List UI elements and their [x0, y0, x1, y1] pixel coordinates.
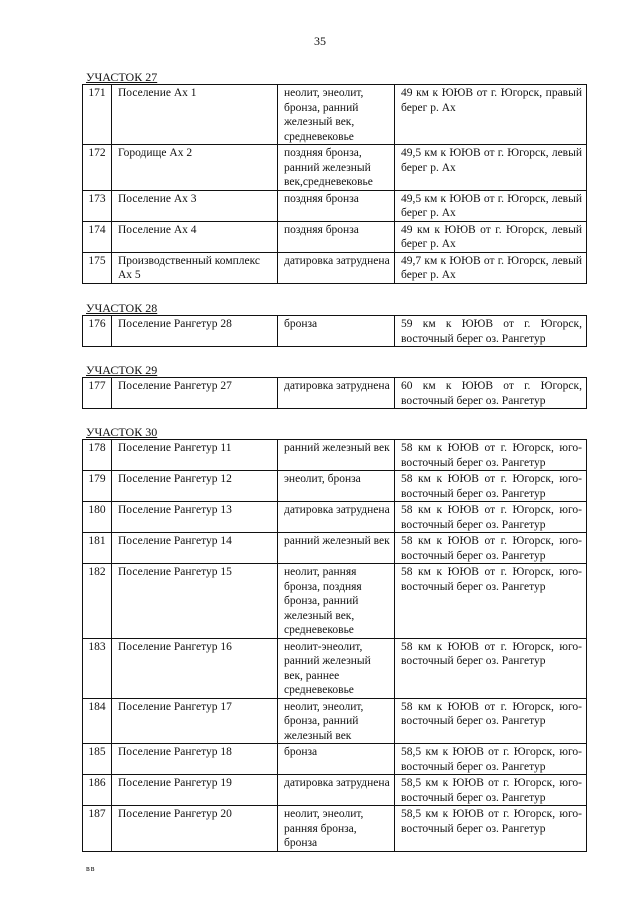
table-row	[83, 744, 587, 775]
site-location: 58,5 км к ЮЮВ от г. Югорск, юго-восточный берег оз. Рангетур	[395, 744, 587, 775]
site-location: 49 км к ЮЮВ от г. Югорск, правый берег р. Ах	[395, 85, 587, 145]
table-row	[83, 440, 587, 471]
table-row	[83, 564, 587, 639]
site-period: неолит, энеолит, ранняя бронза, бронза	[278, 806, 395, 852]
row-number: 181	[83, 533, 112, 564]
row-number: 179	[83, 471, 112, 502]
table-row	[83, 471, 587, 502]
footer-mark: вв	[86, 864, 96, 873]
site-name: Поселение Рангетур 28	[112, 316, 278, 347]
section-title: УЧАСТОК 29	[86, 363, 158, 377]
site-name: Поселение Рангетур 20	[112, 806, 278, 852]
site-period: неолит, энеолит, бронза, ранний железный век	[278, 698, 395, 744]
site-location: 60 км к ЮЮВ от г. Югорск, восточный берег оз. Рангетур	[395, 378, 587, 409]
row-number: 185	[83, 744, 112, 775]
table-row	[83, 698, 587, 744]
site-location: 49 км к ЮЮВ от г. Югорск, левый берег р. Ах	[395, 221, 587, 252]
site-location: 58 км к ЮЮВ от г. Югорск, юго-восточный берег оз. Рангетур	[395, 564, 587, 639]
site-period: ранний железный век	[278, 533, 395, 564]
table-row	[83, 806, 587, 852]
table-row	[83, 316, 587, 347]
site-location: 49,5 км к ЮЮВ от г. Югорск, левый берег р. Ах	[395, 190, 587, 221]
site-period: датировка затруднена	[278, 502, 395, 533]
site-period: энеолит, бронза	[278, 471, 395, 502]
row-number: 177	[83, 378, 112, 409]
site-period: поздняя бронза, ранний железный век,средневековье	[278, 145, 395, 191]
site-name: Поселение Рангетур 13	[112, 502, 278, 533]
section-uchastok-29	[82, 363, 587, 409]
site-location: 59 км к ЮЮВ от г. Югорск, восточный берег оз. Рангетур	[395, 316, 587, 347]
site-period: датировка затруднена	[278, 378, 395, 409]
section-title: УЧАСТОК 28	[86, 301, 158, 315]
section-uchastok-28	[82, 301, 587, 347]
site-location: 58 км к ЮЮВ от г. Югорск, юго-восточный берег оз. Рангетур	[395, 698, 587, 744]
site-period: бронза	[278, 744, 395, 775]
page-number: 35	[314, 34, 326, 48]
site-name: Поселение Рангетур 14	[112, 533, 278, 564]
site-period: неолит, ранняя бронза, поздняя бронза, ранний железный век, средневековье	[278, 564, 395, 639]
table-row	[83, 502, 587, 533]
site-location: 58 км к ЮЮВ от г. Югорск, юго-восточный берег оз. Рангетур	[395, 471, 587, 502]
table-row	[83, 85, 587, 145]
row-number: 187	[83, 806, 112, 852]
site-name: Поселение Ах 1	[112, 85, 278, 145]
site-name: Поселение Рангетур 16	[112, 638, 278, 698]
section-title: УЧАСТОК 30	[86, 425, 158, 439]
table-row	[83, 775, 587, 806]
row-number: 183	[83, 638, 112, 698]
site-name: Поселение Рангетур 17	[112, 698, 278, 744]
site-period: бронза	[278, 316, 395, 347]
row-number: 178	[83, 440, 112, 471]
site-period: датировка затруднена	[278, 775, 395, 806]
site-location: 58,5 км к ЮЮВ от г. Югорск, юго-восточный берег оз. Рангетур	[395, 806, 587, 852]
sites-table	[82, 439, 587, 852]
row-number: 172	[83, 145, 112, 191]
row-number: 184	[83, 698, 112, 744]
site-location: 49,7 км к ЮЮВ от г. Югорск, левый берег р. Ах	[395, 252, 587, 283]
table-row	[83, 190, 587, 221]
row-number: 186	[83, 775, 112, 806]
sites-table	[82, 84, 587, 284]
site-location: 49,5 км к ЮЮВ от г. Югорск, левый берег р. Ах	[395, 145, 587, 191]
site-location: 58 км к ЮЮВ от г. Югорск, юго-восточный берег оз. Рангетур	[395, 638, 587, 698]
row-number: 171	[83, 85, 112, 145]
row-number: 174	[83, 221, 112, 252]
table-row	[83, 533, 587, 564]
site-period: поздняя бронза	[278, 221, 395, 252]
site-name: Поселение Рангетур 11	[112, 440, 278, 471]
site-name: Поселение Рангетур 15	[112, 564, 278, 639]
site-name: Поселение Рангетур 27	[112, 378, 278, 409]
section-title: УЧАСТОК 27	[86, 70, 158, 84]
site-name: Поселение Ах 4	[112, 221, 278, 252]
row-number: 176	[83, 316, 112, 347]
site-location: 58,5 км к ЮЮВ от г. Югорск, юго-восточный берег оз. Рангетур	[395, 775, 587, 806]
site-name: Производственный комплекс Ах 5	[112, 252, 278, 283]
row-number: 180	[83, 502, 112, 533]
site-name: Поселение Рангетур 19	[112, 775, 278, 806]
section-uchastok-30	[82, 425, 587, 852]
site-location: 58 км к ЮЮВ от г. Югорск, юго-восточный берег оз. Рангетур	[395, 502, 587, 533]
table-row	[83, 221, 587, 252]
site-name: Городище Ах 2	[112, 145, 278, 191]
site-location: 58 км к ЮЮВ от г. Югорск, юго-восточный берег оз. Рангетур	[395, 533, 587, 564]
site-period: неолит-энеолит, ранний железный век, раннее средневековье	[278, 638, 395, 698]
site-period: ранний железный век	[278, 440, 395, 471]
site-period: неолит, энеолит, бронза, ранний железный век, средневековье	[278, 85, 395, 145]
site-period: поздняя бронза	[278, 190, 395, 221]
table-row	[83, 378, 587, 409]
site-name: Поселение Рангетур 12	[112, 471, 278, 502]
section-uchastok-27	[82, 70, 587, 284]
table-row	[83, 638, 587, 698]
site-location: 58 км к ЮЮВ от г. Югорск, юго-восточный берег оз. Рангетур	[395, 440, 587, 471]
row-number: 175	[83, 252, 112, 283]
table-row	[83, 145, 587, 191]
row-number: 173	[83, 190, 112, 221]
table-row	[83, 252, 587, 283]
site-name: Поселение Рангетур 18	[112, 744, 278, 775]
sites-table	[82, 315, 587, 347]
site-name: Поселение Ах 3	[112, 190, 278, 221]
row-number: 182	[83, 564, 112, 639]
site-period: датировка затруднена	[278, 252, 395, 283]
sites-table	[82, 377, 587, 409]
